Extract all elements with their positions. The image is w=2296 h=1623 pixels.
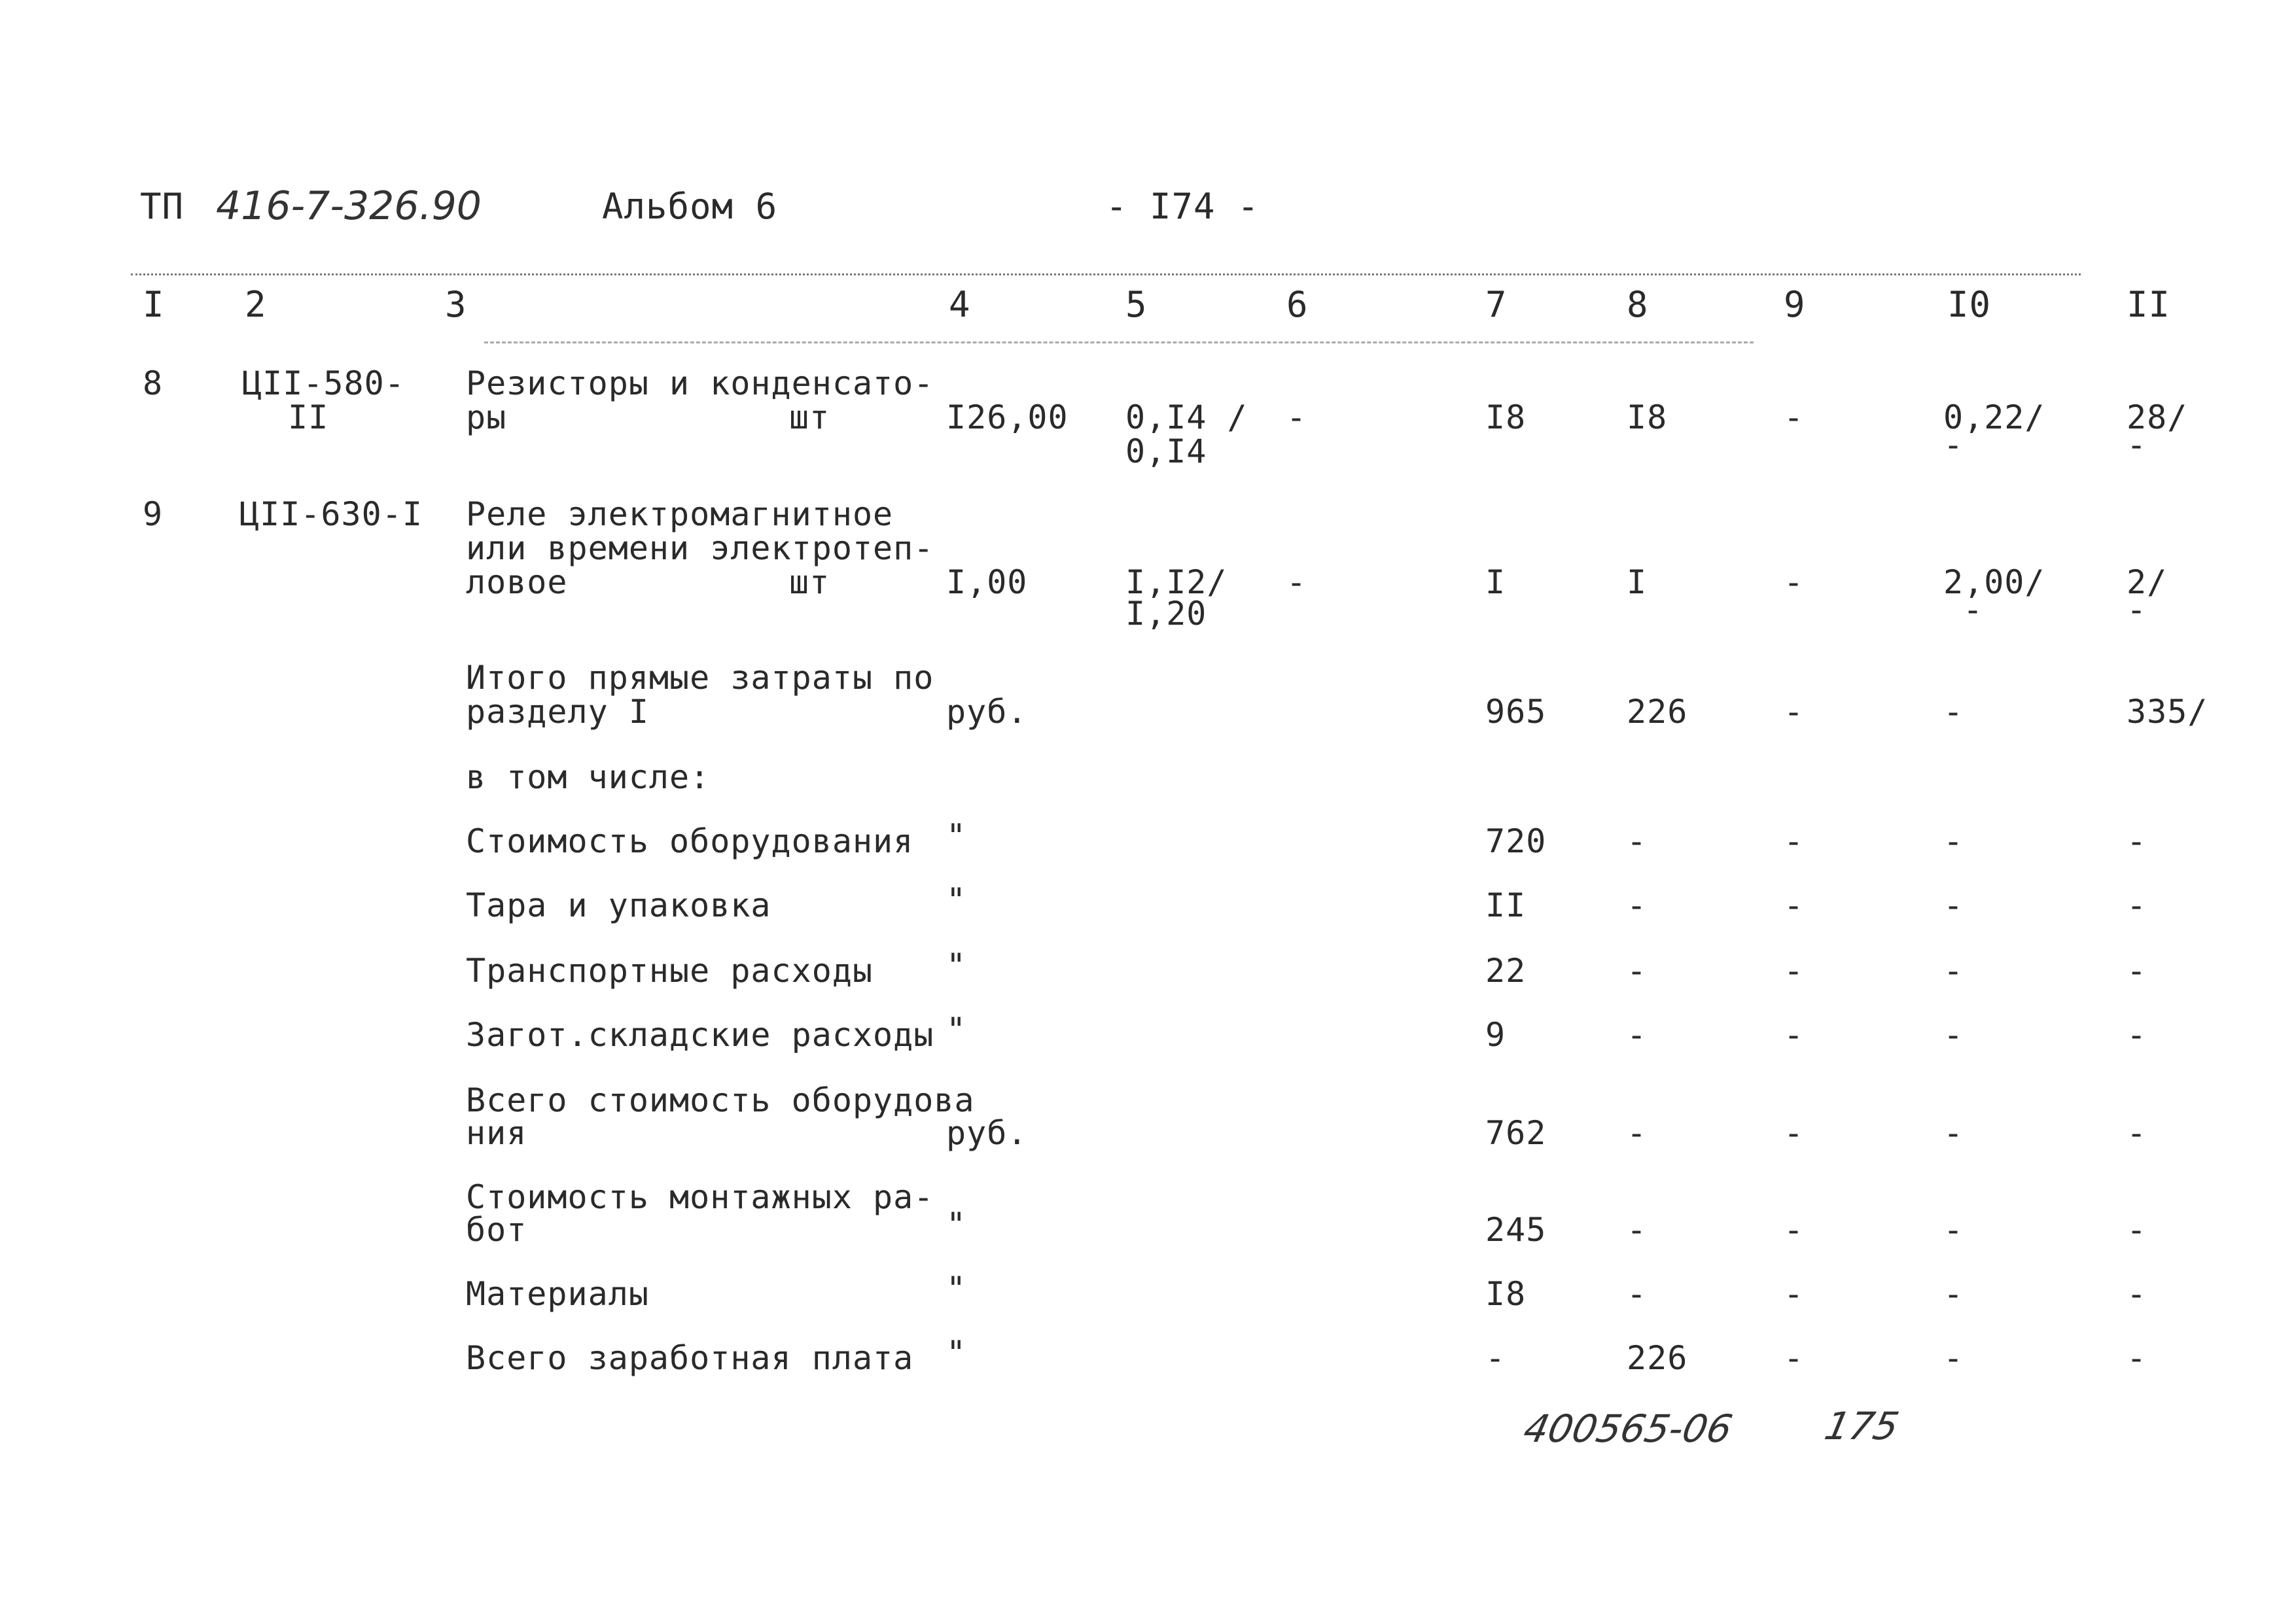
breakdown-col11: -: [2127, 1339, 2147, 1377]
col-number-9: 9: [1784, 284, 1806, 325]
col-number-3: 3: [445, 284, 467, 325]
breakdown-col9: -: [1784, 1339, 1805, 1377]
breakdown-col7: II: [1485, 886, 1527, 924]
breakdown-col7: 762: [1485, 1114, 1547, 1152]
row-quantity: I26,00: [946, 398, 1069, 436]
header-page-number: - I74 -: [1106, 186, 1260, 227]
row-description-cont: ры: [466, 398, 507, 436]
breakdown-col8: -: [1627, 952, 1648, 990]
col-number-5: 5: [1125, 284, 1148, 325]
breakdown-unit: ": [946, 1206, 967, 1244]
row-code: ЦII-630-I: [239, 495, 423, 533]
total-label: Итого прямые затраты по: [466, 659, 934, 697]
breakdown-col7: 245: [1485, 1211, 1547, 1249]
total-unit: руб.: [946, 693, 1028, 731]
row-number: 9: [143, 495, 164, 533]
row-col10: 2,00/: [1943, 563, 2045, 601]
row-col11: 28/: [2127, 398, 2188, 436]
breakdown-col8: -: [1627, 1275, 1648, 1313]
row-col9: -: [1784, 563, 1805, 601]
breakdown-label: Материалы: [466, 1275, 649, 1313]
breakdown-label: Транспортные расходы: [466, 952, 874, 990]
breakdown-col10: -: [1943, 952, 1964, 990]
row-col9: -: [1784, 398, 1805, 436]
breakdown-label: Загот.складские расходы: [466, 1016, 934, 1054]
col-number-4: 4: [949, 284, 971, 325]
breakdown-col10: -: [1943, 886, 1964, 924]
header-album: Альбом 6: [602, 186, 778, 227]
row-col11: 2/: [2127, 563, 2168, 601]
breakdown-unit: ": [946, 817, 967, 855]
breakdown-col8: -: [1627, 886, 1648, 924]
breakdown-label: Тара и упаковка: [466, 886, 771, 924]
breakdown-unit: ": [946, 1270, 967, 1308]
breakdown-col7: 720: [1485, 822, 1547, 860]
breakdown-col11: -: [2127, 1211, 2147, 1249]
total-col8: 226: [1627, 693, 1688, 731]
row-col11-cont: -: [2127, 426, 2147, 464]
total-col10: -: [1943, 693, 1964, 731]
breakdown-label-cont: ния: [466, 1114, 527, 1152]
breakdown-label: Стоимость монтажных ра-: [466, 1178, 934, 1216]
row-description-cont: или времени электротеп-: [466, 529, 934, 567]
row-price-cont: I,20: [1125, 595, 1207, 633]
row-quantity: I,00: [946, 563, 1028, 601]
top-rule: [131, 273, 2081, 275]
row-col7: I: [1485, 563, 1506, 601]
breakdown-label-cont: бот: [466, 1211, 527, 1249]
breakdown-col10: -: [1943, 822, 1964, 860]
including-label: в том числе:: [466, 758, 711, 796]
breakdown-label: Всего заработная плата: [466, 1339, 914, 1377]
breakdown-col9: -: [1784, 1114, 1805, 1152]
row-description: Резисторы и конденсато-: [466, 364, 934, 402]
breakdown-label: Всего стоимость оборудова: [466, 1081, 975, 1119]
header-doc-number: 416-7-326.90: [216, 183, 482, 229]
breakdown-col10: -: [1943, 1211, 1964, 1249]
row-col10-cont: -: [1963, 591, 1984, 629]
breakdown-col11: -: [2127, 952, 2147, 990]
row-price: 0,I4 /: [1125, 398, 1248, 436]
breakdown-col11: -: [2127, 1114, 2147, 1152]
footer-sheet-number: 175: [1820, 1404, 1903, 1448]
row-col7: I8: [1485, 398, 1527, 436]
header-rule: [484, 341, 1754, 343]
breakdown-col11: -: [2127, 1016, 2147, 1054]
breakdown-col11: -: [2127, 822, 2147, 860]
total-label-cont: разделу I: [466, 693, 649, 731]
col-number-2: 2: [245, 284, 267, 325]
breakdown-unit: руб.: [946, 1114, 1028, 1152]
row-col6: -: [1286, 398, 1307, 436]
total-col11: 335/: [2127, 693, 2208, 731]
row-col11-cont: -: [2127, 591, 2147, 629]
breakdown-unit: ": [946, 947, 967, 985]
footer-inventory-number: 400565-06: [1519, 1406, 1737, 1451]
breakdown-col8: 226: [1627, 1339, 1688, 1377]
row-code: ЦII-580-: [242, 364, 405, 402]
breakdown-col9: -: [1784, 886, 1805, 924]
row-col6: -: [1286, 563, 1307, 601]
breakdown-col9: -: [1784, 1275, 1805, 1313]
breakdown-col8: -: [1627, 1114, 1648, 1152]
col-number-6: 6: [1286, 284, 1309, 325]
col-number-7: 7: [1485, 284, 1508, 325]
breakdown-col10: -: [1943, 1114, 1964, 1152]
breakdown-col11: -: [2127, 1275, 2147, 1313]
row-col8: I: [1627, 563, 1648, 601]
breakdown-col7: I8: [1485, 1275, 1527, 1313]
row-price-cont: 0,I4: [1125, 432, 1207, 470]
breakdown-unit: ": [946, 881, 967, 919]
row-col10-cont: -: [1943, 426, 1964, 464]
row-number: 8: [143, 364, 164, 402]
col-number-8: 8: [1627, 284, 1649, 325]
total-col9: -: [1784, 693, 1805, 731]
row-col8: I8: [1627, 398, 1668, 436]
breakdown-col10: -: [1943, 1016, 1964, 1054]
row-description-cont: ловое: [466, 563, 568, 601]
breakdown-col8: -: [1627, 1016, 1648, 1054]
row-code-cont: II: [288, 398, 329, 436]
breakdown-col8: -: [1627, 822, 1648, 860]
breakdown-col9: -: [1784, 952, 1805, 990]
header-prefix: ТП: [140, 186, 185, 227]
breakdown-col9: -: [1784, 1016, 1805, 1054]
breakdown-label: Стоимость оборудования: [466, 822, 914, 860]
breakdown-col9: -: [1784, 822, 1805, 860]
row-col10: 0,22/: [1943, 398, 2045, 436]
breakdown-col7: -: [1485, 1339, 1506, 1377]
row-description: Реле электромагнитное: [466, 495, 894, 533]
row-price: I,I2/: [1125, 563, 1227, 601]
breakdown-unit: ": [946, 1011, 967, 1049]
total-col7: 965: [1485, 693, 1547, 731]
breakdown-col10: -: [1943, 1275, 1964, 1313]
breakdown-col10: -: [1943, 1339, 1964, 1377]
breakdown-unit: ": [946, 1334, 967, 1372]
breakdown-col7: 9: [1485, 1016, 1506, 1054]
col-number-11: II: [2127, 284, 2171, 325]
row-unit: шт: [789, 563, 830, 601]
breakdown-col9: -: [1784, 1211, 1805, 1249]
col-number-1: I: [143, 284, 165, 325]
row-unit: шт: [789, 398, 830, 436]
breakdown-col11: -: [2127, 886, 2147, 924]
col-number-10: I0: [1947, 284, 1992, 325]
breakdown-col7: 22: [1485, 952, 1527, 990]
breakdown-col8: -: [1627, 1211, 1648, 1249]
